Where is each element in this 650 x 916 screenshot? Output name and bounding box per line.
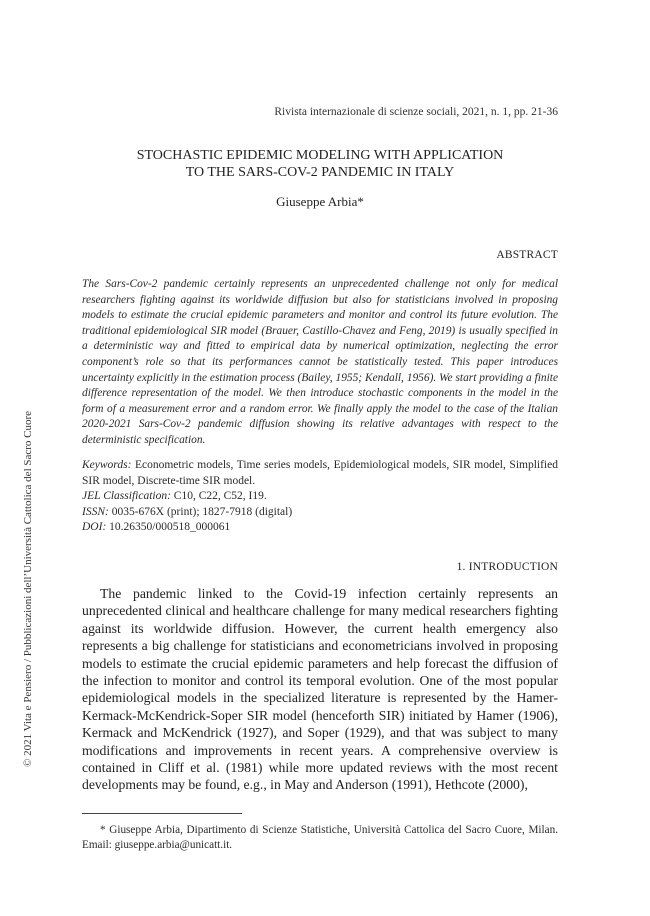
keywords-value: Econometric models, Time series models, Epidemiological models, SIR model, Simplified SIR model, Discrete-time SIR model. <box>82 459 558 487</box>
abstract-heading: ABSTRACT <box>496 249 558 261</box>
abstract-text: The Sars-Cov-2 pandemic certainly represents an unprecedented challenge not only for medical researchers fighting against its worldwide diffusion but also for statisticians involved in proposing models to estimate the crucial epidemic parameters and monitor and control its future evolution. The traditional epidemiological SIR model (Brauer, Castillo-Chavez and Feng, 2019) is usually specified in a deterministic way and fitted to empirical data by numerical optimization, neglecting the error component’s role so that its performances cannot be statistically tested. This paper introduces uncertainty explicitly in the estimation process (Bailey, 1955; Kendall, 1956). We start providing a finite difference representation of the model. We then introduce stochastic components in the model in the form of a measurement error and a random error. We finally apply the model to the case of the Italian 2020-2021 Sars-Cov-2 pandemic diffusion showing its relative advantages with respect to the deterministic specification. <box>82 278 558 446</box>
copyright-sidebar: © 2021 Vita e Pensiero / Pubblicazioni dell’Università Cattolica del Sacro Cuore <box>22 410 34 767</box>
introduction-paragraph: The pandemic linked to the Covid-19 infection certainly represents an unprecedented clinical and healthcare challenge for many medical researchers fighting against its worldwide diffusion. However, the current health emergency also represents a big challenge for statisticians and econometricians involved in proposing models to estimate the crucial epidemic parameters and help forecast the diffusion of the infection to monitor and control its temporal evolution. One of the most popular epidemiological models in the specialized literature is represented by the Hamer-Kermack-McKendrick-Soper SIR model (henceforth SIR) initiated by Hamer (1906), Kermack and McKendrick (1927), and Soper (1929), and that was subject to many modifications and improvements in recent years. A comprehensive overview is contained in Cliff et al. (1981) while more updated reviews with the most recent developments may be found, e.g., in May and Anderson (1991), Hethcote (2000), <box>82 586 558 793</box>
jel-value: C10, C22, C52, I19. <box>173 490 267 502</box>
keywords-label: Keywords: <box>82 459 132 471</box>
author-name: Giuseppe Arbia* <box>276 194 364 209</box>
title-line-2: TO THE SARS-COV-2 PANDEMIC IN ITALY <box>185 165 455 180</box>
author-footnote <box>82 823 558 854</box>
title-line-1: STOCHASTIC EPIDEMIC MODELING WITH APPLICATION <box>136 148 504 163</box>
issn-label: ISSN: <box>82 505 109 518</box>
footnote-text: * Giuseppe Arbia, Dipartimento di Scienze Statistiche, Università Cattolica del Sacro Cuore, Milan. Email: giuseppe.arbia@unicatt.it. <box>82 824 558 852</box>
journal-header: Rivista internazionale di scienze sociali, 2021, n. 1, pp. 21-36 <box>274 106 558 118</box>
issn-value: 0035-676X (print); 1827-7918 (digital) <box>111 505 293 518</box>
metadata-block <box>82 458 558 536</box>
article-title <box>82 147 558 181</box>
doi-label: DOI: <box>82 521 107 533</box>
keywords-line <box>82 458 558 489</box>
doi-line <box>82 520 558 536</box>
jel-label: JEL Classification: <box>82 490 171 502</box>
footnote-divider <box>82 813 242 814</box>
jel-line <box>82 489 558 505</box>
introduction-heading: 1. INTRODUCTION <box>456 561 558 573</box>
doi-value: 10.26350/000518_000061 <box>109 521 231 533</box>
issn-line <box>82 505 558 521</box>
